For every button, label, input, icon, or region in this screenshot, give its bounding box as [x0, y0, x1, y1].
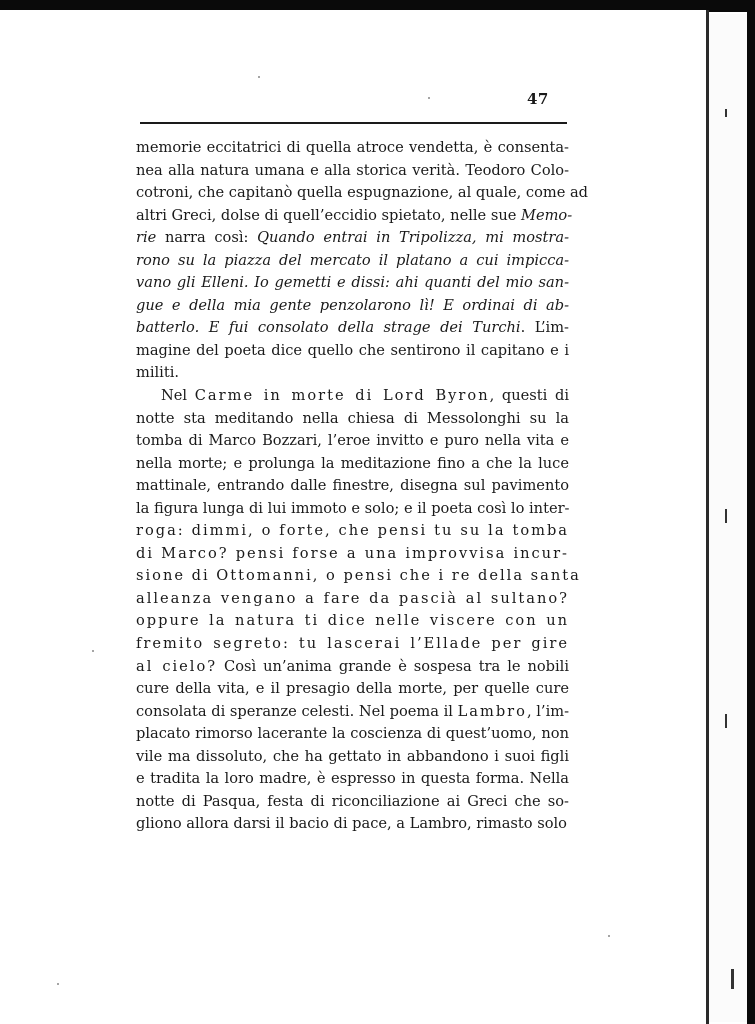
text-line: [136, 272, 569, 295]
text-line: [136, 475, 569, 498]
text-run: cotroni, che capitanò quella espugnazione, al quale, come ad: [136, 184, 589, 202]
italic-run: Quando entrai in Tripolizza, mi mostra-: [257, 229, 570, 247]
text-run: consolata di speranze celesti. Nel poema il: [136, 702, 458, 720]
text-line: [136, 746, 569, 769]
text-run: magine del poeta dice quello che sentirono il capitano e i: [136, 341, 569, 359]
text-run: Nel: [161, 387, 195, 405]
text-run: e tradita la loro madre, è espresso in questa forma. Nella: [136, 770, 569, 788]
text-line: [136, 385, 569, 408]
spaced-run: Lambro: [457, 702, 527, 720]
text-line: [136, 408, 569, 431]
spaced-run: oppure la natura ti dice nelle viscere con un: [136, 612, 569, 630]
body-text: [136, 137, 589, 836]
paragraph: [136, 385, 581, 836]
text-run: notte di Pasqua, festa di riconciliazione ai Greci che so-: [136, 792, 569, 810]
text-line: [136, 498, 569, 521]
edge-mark: [725, 714, 727, 728]
scan-speck: [428, 97, 430, 99]
spaced-run: sione di Ottomanni, o pensi che i re della santa: [136, 567, 581, 585]
adjacent-page-edge: [709, 14, 747, 1022]
text-run: placato rimorso lacerante la coscienza di quest’uomo, non: [136, 725, 569, 743]
spaced-run: di Marco? pensi forse a una improvvisa incur-: [136, 544, 569, 562]
italic-run: rono su la piazza del mercato il platano a cui impicca-: [136, 251, 569, 269]
text-line: [136, 813, 569, 836]
text-run: narra così:: [156, 229, 258, 247]
text-line: [136, 610, 569, 633]
text-run: memorie eccitatrici di quella atroce vendetta, è consenta-: [136, 139, 569, 156]
text-line: [136, 227, 569, 250]
header-rule: [140, 122, 567, 124]
spaced-run: alleanza vengano a fare da pascià al sultano?: [136, 589, 569, 607]
text-run: Così un’anima grande è sospesa tra le nobili: [217, 657, 569, 675]
text-line: [136, 160, 569, 183]
text-run: cure della vita, e il presagio della morte, per quelle cure: [136, 680, 569, 698]
text-line: [136, 520, 569, 543]
text-run: altri Greci, dolse di quell’eccidio spietato, nelle sue: [136, 206, 521, 224]
spaced-run: Carme in morte di Lord Byron: [194, 387, 490, 405]
text-line: [136, 678, 569, 701]
text-run: militi.: [136, 364, 180, 382]
text-line: [136, 205, 573, 228]
edge-mark: [731, 969, 734, 989]
italic-run: Memo-: [521, 206, 573, 224]
edge-mark: [725, 109, 727, 117]
text-run: notte sta meditando nella chiesa di Messolonghi su la: [136, 409, 569, 427]
italic-run: vano gli Elleni. Io gemetti e dissi: ahi quanti del mio san-: [136, 274, 569, 292]
text-line: [136, 137, 569, 160]
text-line: [136, 543, 569, 566]
text-line: [136, 453, 569, 476]
scan-right-border: [747, 12, 755, 1024]
text-line: [136, 565, 581, 588]
text-run: . L’im-: [520, 319, 569, 337]
text-line: [136, 791, 569, 814]
text-line: [136, 362, 569, 385]
scan-speck: [92, 650, 94, 652]
text-run: vile ma dissoluto, che ha gettato in abbandono i suoi figli: [136, 747, 569, 765]
text-run: tomba di Marco Bozzari, l’eroe invitto e puro nella vita e: [136, 432, 569, 450]
page-number: 47: [527, 90, 549, 108]
text-run: , l’im-: [526, 702, 570, 720]
italic-run: rie: [136, 229, 157, 247]
text-line: [136, 317, 569, 340]
text-line: [136, 295, 569, 318]
italic-run: batterlo. E fui consolato della strage dei Turchi: [136, 319, 521, 337]
text-line: [136, 588, 569, 611]
text-run: , questi di: [489, 387, 570, 405]
spaced-run: al cielo?: [136, 657, 218, 675]
text-line: [136, 340, 569, 363]
text-line: [136, 430, 569, 453]
text-line: [136, 633, 569, 656]
italic-run: gue e della mia gente penzolarono lì! E ordinai di ab-: [136, 296, 569, 314]
text-line: [136, 182, 589, 205]
text-run: la figura lunga di lui immoto e solo; e il poeta così lo inter-: [136, 499, 570, 517]
text-line: [136, 656, 569, 679]
text-line: [136, 701, 569, 724]
text-run: gliono allora darsi il bacio di pace, a Lambro, rimasto solo: [136, 815, 567, 833]
text-run: nea alla natura umana e alla storica verità. Teodoro Colo-: [136, 161, 569, 179]
text-line: [136, 723, 569, 746]
text-line: [136, 250, 569, 273]
scan-speck: [57, 983, 59, 985]
text-line: [136, 768, 569, 791]
paragraph: [136, 137, 589, 385]
text-run: nella morte; e prolunga la meditazione fino a che la luce: [136, 454, 569, 472]
spaced-run: fremito segreto: tu lascerai l’Ellade per gire: [136, 635, 569, 653]
spaced-run: roga: dimmi, o forte, che pensi tu su la tomba: [136, 522, 569, 540]
scan-speck: [608, 935, 610, 937]
edge-mark: [725, 509, 727, 523]
text-run: mattinale, entrando dalle finestre, disegna sul pavimento: [136, 477, 569, 495]
scan-speck: [258, 76, 260, 78]
